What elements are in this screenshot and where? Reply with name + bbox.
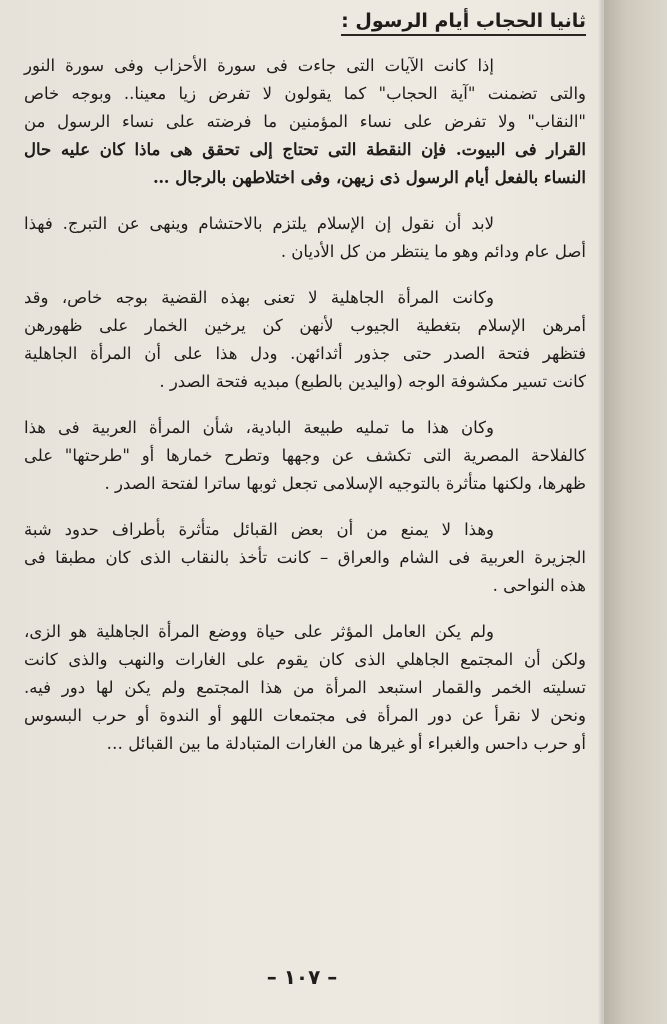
paragraph [24, 516, 586, 600]
paragraph-gap [24, 498, 586, 516]
paragraph-gap [24, 396, 586, 414]
text-line: لابد أن نقول إن الإسلام يلتزم بالاحتشام وينهى عن التبرج. فهذا [24, 214, 494, 233]
text-line: كالفلاحة المصرية التى تكشف عن وجهها وتطرح خمارها أو "طرحتها" على [24, 446, 586, 465]
text-line: ولم يكن العامل المؤثر على حياة ووضع المرأة الجاهلية هو الزى، [24, 622, 494, 641]
text-line: القرار فى البيوت. فإن النقطة التى تحتاج إلى تحقق هى ماذا كان عليه حال [24, 140, 586, 159]
body-text [24, 52, 586, 758]
paragraph [24, 618, 586, 758]
paragraph [24, 414, 586, 498]
text-line: وكانت المرأة الجاهلية لا تعنى بهذه القضية بوجه خاص، وقد [24, 288, 494, 307]
text-line: وكان هذا ما تمليه طبيعة البادية، شأن المرأة العربية فى هذا [24, 418, 494, 437]
text-line: هذه النواحى . [492, 576, 586, 595]
paragraph [24, 210, 586, 266]
text-line: أصل عام ودائم وهو ما ينتظر من كل الأديان . [280, 242, 586, 261]
book-spine-shadow [604, 0, 667, 1024]
text-line: كانت تسير مكشوفة الوجه (واليدين بالطبع) مبديه فتحة الصدر . [159, 372, 586, 391]
text-line: تسليته الخمر والقمار استبعد المرأة من هذا المجتمع ولم يكن لها دور فيه. [24, 678, 586, 697]
section-heading: ثانيا الحجاب أيام الرسول : [341, 10, 586, 36]
text-line: النساء بالفعل أيام الرسول ذى زيهن، وفى اختلاطهن بالرجال … [152, 168, 586, 187]
text-line: أو حرب داحس والغبراء أو غيرها من الغارات المتبادلة ما بين القبائل … [106, 734, 586, 753]
paragraph [24, 284, 586, 396]
page-number: – ١٠٧ – [266, 965, 338, 989]
text-line: وهذا لا يمنع من أن بعض القبائل متأثرة بأطراف حدود شبة [24, 520, 494, 539]
text-line: ونحن لا نقرأ عن دور المرأة فى مجتمعات اللهو أو الندوة أو حرب البسوس [24, 706, 586, 725]
text-line: إذا كانت الآيات التى جاءت فى سورة الأحزاب وفى سورة النور [24, 56, 494, 75]
text-line: "النقاب" ولا تفرض على نساء المؤمنين ما فرضته على نساء الرسول من [24, 112, 586, 131]
text-line: ظهرها، ولكنها متأثرة بالتوجيه الإسلامى تجعل ثوبها ساترا لفتحة الصدر . [104, 474, 586, 493]
paragraph-gap [24, 600, 586, 618]
text-line: ولكن أن المجتمع الجاهلي الذى كان يقوم على الغارات والنهب والذى كانت [24, 650, 586, 669]
paragraph [24, 52, 586, 192]
paragraph-gap [24, 192, 586, 210]
text-line: فتظهر فتحة الصدر حتى جذور أثدائهن. ودل هذا على أن المرأة الجاهلية [24, 344, 586, 363]
paragraph-gap [24, 266, 586, 284]
text-line: والتى تضمنت "آية الحجاب" كما يقولون لا تفرض زيا معينا.. وبوجه خاص [24, 84, 586, 103]
text-line: أمرهن الإسلام بتغطية الجيوب لأنهن كن يرخين الخمار على ظهورهن [24, 316, 586, 335]
text-line: الجزيرة العربية فى الشام والعراق – كانت تأخذ بالنقاب الذى كان مطبقا فى [24, 548, 586, 567]
